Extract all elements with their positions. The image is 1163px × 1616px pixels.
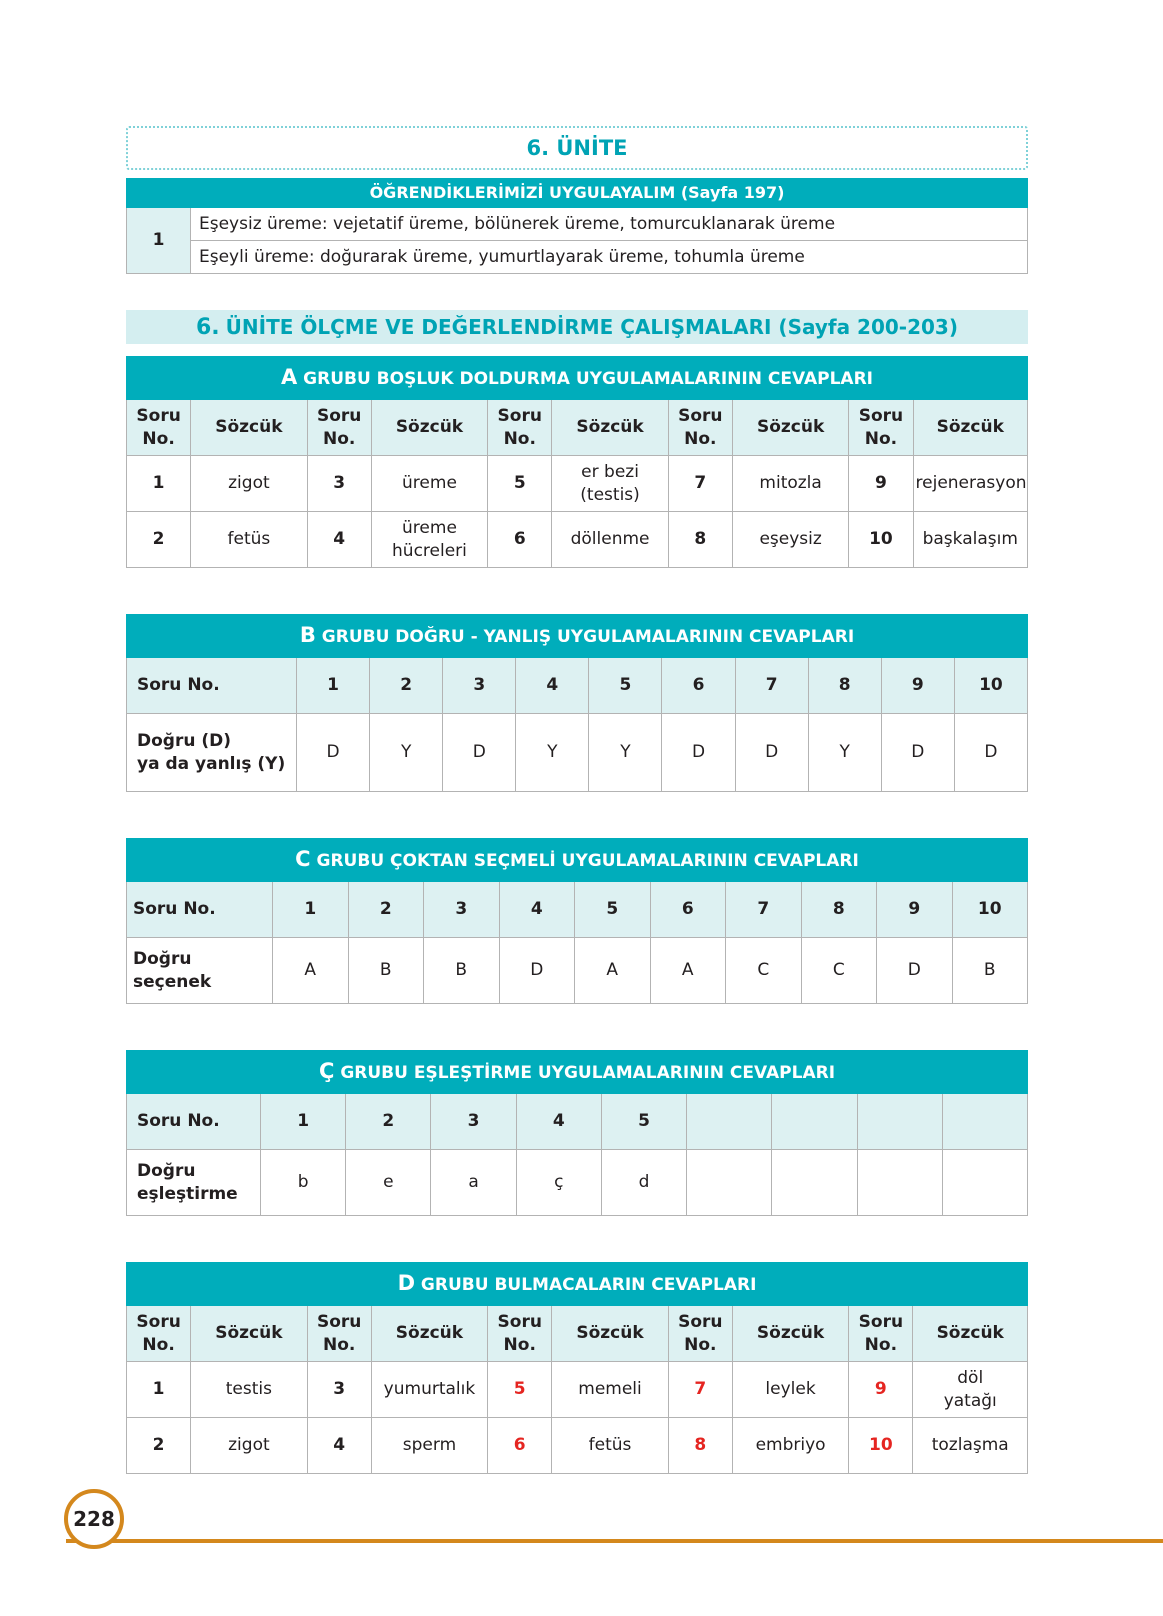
table-cell: Y xyxy=(589,714,662,792)
table-cell: 4 xyxy=(307,1418,371,1474)
table-cell: 3 xyxy=(431,1094,516,1150)
table-cell: Sözcük xyxy=(371,400,487,456)
table-cell: fetüs xyxy=(552,1418,668,1474)
group-d-table xyxy=(126,1262,1028,1474)
table-cell: D xyxy=(954,714,1027,792)
table-cell: Sözcük xyxy=(732,1306,848,1362)
table-cell: 5 xyxy=(575,882,651,938)
group-cc-table xyxy=(126,1050,1028,1216)
table-cell: a xyxy=(431,1150,516,1216)
table-cell: 7 xyxy=(668,456,732,512)
table-cell: 2 xyxy=(127,1418,191,1474)
table-cell: Sözcük xyxy=(191,400,307,456)
group-c-numbers-row xyxy=(127,882,1028,938)
table-cell: Sözcük xyxy=(371,1306,487,1362)
group-c-answers-row xyxy=(127,938,1028,1004)
table-row xyxy=(127,1418,1028,1474)
table-cell: fetüs xyxy=(191,512,307,568)
table-cell: 8 xyxy=(668,512,732,568)
table-cell: d xyxy=(601,1150,686,1216)
learn-header: ÖĞRENDİKLERİMİZİ UYGULAYALIM (Sayfa 197) xyxy=(127,179,1028,208)
table-cell: Soru No. xyxy=(849,400,913,456)
table-cell: zigot xyxy=(191,1418,307,1474)
table-cell: 5 xyxy=(488,456,552,512)
table-cell: Sözcük xyxy=(552,400,668,456)
table-cell: 10 xyxy=(849,1418,913,1474)
table-cell: tozlaşma xyxy=(913,1418,1028,1474)
table-cell: ç xyxy=(516,1150,601,1216)
table-cell: D xyxy=(877,938,953,1004)
table-cell: Soru No. xyxy=(127,400,191,456)
table-cell: memeli xyxy=(552,1362,668,1418)
table-cell: 2 xyxy=(127,512,191,568)
group-a-subheader xyxy=(127,400,1028,456)
table-cell: 3 xyxy=(307,456,371,512)
table-cell: Y xyxy=(516,714,589,792)
table-cell: A xyxy=(273,938,349,1004)
table-cell: D xyxy=(735,714,808,792)
table-cell: döllenme xyxy=(552,512,668,568)
table-cell: Doğru (D) ya da yanlış (Y) xyxy=(127,714,297,792)
table-cell: 5 xyxy=(601,1094,686,1150)
table-cell: 6 xyxy=(662,658,735,714)
table-cell xyxy=(772,1150,857,1216)
table-cell: 9 xyxy=(877,882,953,938)
table-cell: başkalaşım xyxy=(913,512,1027,568)
table-cell: D xyxy=(297,714,370,792)
learn-line-1: Eşeysiz üreme: vejetatif üreme, bölünerek üreme, tomurcuklanarak üreme xyxy=(191,208,1028,241)
table-cell: D xyxy=(499,938,575,1004)
table-cell: Sözcük xyxy=(913,400,1027,456)
table-cell: 4 xyxy=(499,882,575,938)
group-a-table xyxy=(126,356,1028,568)
table-cell: Sözcük xyxy=(732,400,848,456)
table-cell: C xyxy=(726,938,802,1004)
table-cell: B xyxy=(348,938,424,1004)
table-cell: üreme hücreleri xyxy=(371,512,487,568)
table-cell: 1 xyxy=(297,658,370,714)
table-cell: 2 xyxy=(370,658,443,714)
table-row xyxy=(127,1362,1028,1418)
group-cc-numbers-row xyxy=(127,1094,1028,1150)
table-cell: Soru No. xyxy=(127,1306,191,1362)
table-cell: 3 xyxy=(424,882,500,938)
table-cell: Soru No. xyxy=(127,882,273,938)
group-d-header: D GRUBU BULMACALARIN CEVAPLARI xyxy=(127,1263,1028,1306)
table-cell: 9 xyxy=(849,1362,913,1418)
table-cell: 7 xyxy=(668,1362,732,1418)
page-number: 228 xyxy=(64,1489,124,1549)
group-c-header: C GRUBU ÇOKTAN SEÇMELİ UYGULAMALARININ CEVAPLARI xyxy=(127,839,1028,882)
table-cell: sperm xyxy=(371,1418,487,1474)
table-cell: 6 xyxy=(488,1418,552,1474)
learn-line-2: Eşeyli üreme: doğurarak üreme, yumurtlayarak üreme, tohumla üreme xyxy=(191,241,1028,274)
group-b-numbers-row xyxy=(127,658,1028,714)
table-cell: 6 xyxy=(488,512,552,568)
table-cell: Soru No. xyxy=(668,400,732,456)
table-cell: Soru No. xyxy=(488,1306,552,1362)
group-b-answers-row xyxy=(127,714,1028,792)
table-cell: b xyxy=(261,1150,346,1216)
table-cell: Soru No. xyxy=(307,1306,371,1362)
table-cell: Soru No. xyxy=(488,400,552,456)
table-cell xyxy=(942,1150,1027,1216)
table-cell: 5 xyxy=(488,1362,552,1418)
group-a-header: A GRUBU BOŞLUK DOLDURMA UYGULAMALARININ CEVAPLARI xyxy=(127,357,1028,400)
table-cell: Soru No. xyxy=(307,400,371,456)
table-cell: 10 xyxy=(954,658,1027,714)
table-cell: 4 xyxy=(307,512,371,568)
table-cell: 4 xyxy=(516,1094,601,1150)
table-cell: 1 xyxy=(127,456,191,512)
table-cell: 1 xyxy=(261,1094,346,1150)
table-cell: 8 xyxy=(808,658,881,714)
table-cell: 9 xyxy=(849,456,913,512)
table-cell: D xyxy=(662,714,735,792)
table-cell xyxy=(687,1094,772,1150)
table-cell xyxy=(857,1150,942,1216)
table-cell: D xyxy=(443,714,516,792)
table-cell: eşeysiz xyxy=(732,512,848,568)
table-cell: 10 xyxy=(952,882,1028,938)
table-cell xyxy=(772,1094,857,1150)
table-cell: 2 xyxy=(348,882,424,938)
table-cell: 8 xyxy=(801,882,877,938)
group-d-subheader xyxy=(127,1306,1028,1362)
table-cell: 1 xyxy=(273,882,349,938)
table-cell: 10 xyxy=(849,512,913,568)
learn-row-no: 1 xyxy=(127,208,191,274)
table-cell: 1 xyxy=(127,1362,191,1418)
table-cell: Y xyxy=(370,714,443,792)
group-b-header: B GRUBU DOĞRU - YANLIŞ UYGULAMALARININ CEVAPLARI xyxy=(127,615,1028,658)
table-row xyxy=(127,456,1028,512)
table-cell: Doğru seçenek xyxy=(127,938,273,1004)
table-cell: 7 xyxy=(735,658,808,714)
learn-table xyxy=(126,178,1028,274)
table-cell: Soru No. xyxy=(127,658,297,714)
table-cell: 3 xyxy=(307,1362,371,1418)
table-cell: Doğru eşleştirme xyxy=(127,1150,261,1216)
group-c-table xyxy=(126,838,1028,1004)
table-cell xyxy=(942,1094,1027,1150)
table-cell: B xyxy=(952,938,1028,1004)
table-cell: A xyxy=(575,938,651,1004)
table-cell: mitozla xyxy=(732,456,848,512)
table-cell: testis xyxy=(191,1362,307,1418)
table-cell: er bezi (testis) xyxy=(552,456,668,512)
table-cell: 2 xyxy=(346,1094,431,1150)
table-cell xyxy=(687,1150,772,1216)
table-cell: 4 xyxy=(516,658,589,714)
table-cell: 8 xyxy=(668,1418,732,1474)
table-cell: leylek xyxy=(732,1362,848,1418)
table-cell: Soru No. xyxy=(849,1306,913,1362)
table-cell: döl yatağı xyxy=(913,1362,1028,1418)
group-cc-answers-row xyxy=(127,1150,1028,1216)
table-cell: 3 xyxy=(443,658,516,714)
table-cell: Y xyxy=(808,714,881,792)
table-cell: embriyo xyxy=(732,1418,848,1474)
table-cell: 9 xyxy=(881,658,954,714)
table-cell: B xyxy=(424,938,500,1004)
table-row xyxy=(127,512,1028,568)
table-cell: üreme xyxy=(371,456,487,512)
table-cell: Soru No. xyxy=(127,1094,261,1150)
section-title: 6. ÜNİTE ÖLÇME VE DEĞERLENDİRME ÇALIŞMALARI (Sayfa 200-203) xyxy=(126,310,1028,344)
table-cell: yumurtalık xyxy=(371,1362,487,1418)
table-cell: 5 xyxy=(589,658,662,714)
table-cell: C xyxy=(801,938,877,1004)
table-cell xyxy=(857,1094,942,1150)
table-cell: e xyxy=(346,1150,431,1216)
group-cc-header: Ç GRUBU EŞLEŞTİRME UYGULAMALARININ CEVAPLARI xyxy=(127,1051,1028,1094)
table-cell: Sözcük xyxy=(913,1306,1028,1362)
table-cell: zigot xyxy=(191,456,307,512)
footer-line xyxy=(66,1539,1163,1543)
table-cell: Soru No. xyxy=(668,1306,732,1362)
unit-title: 6. ÜNİTE xyxy=(126,126,1028,170)
table-cell: rejenerasyon xyxy=(913,456,1027,512)
table-cell: 7 xyxy=(726,882,802,938)
table-cell: Sözcük xyxy=(552,1306,668,1362)
group-b-table xyxy=(126,614,1028,792)
table-cell: Sözcük xyxy=(191,1306,307,1362)
table-cell: D xyxy=(881,714,954,792)
table-cell: A xyxy=(650,938,726,1004)
table-cell: 6 xyxy=(650,882,726,938)
